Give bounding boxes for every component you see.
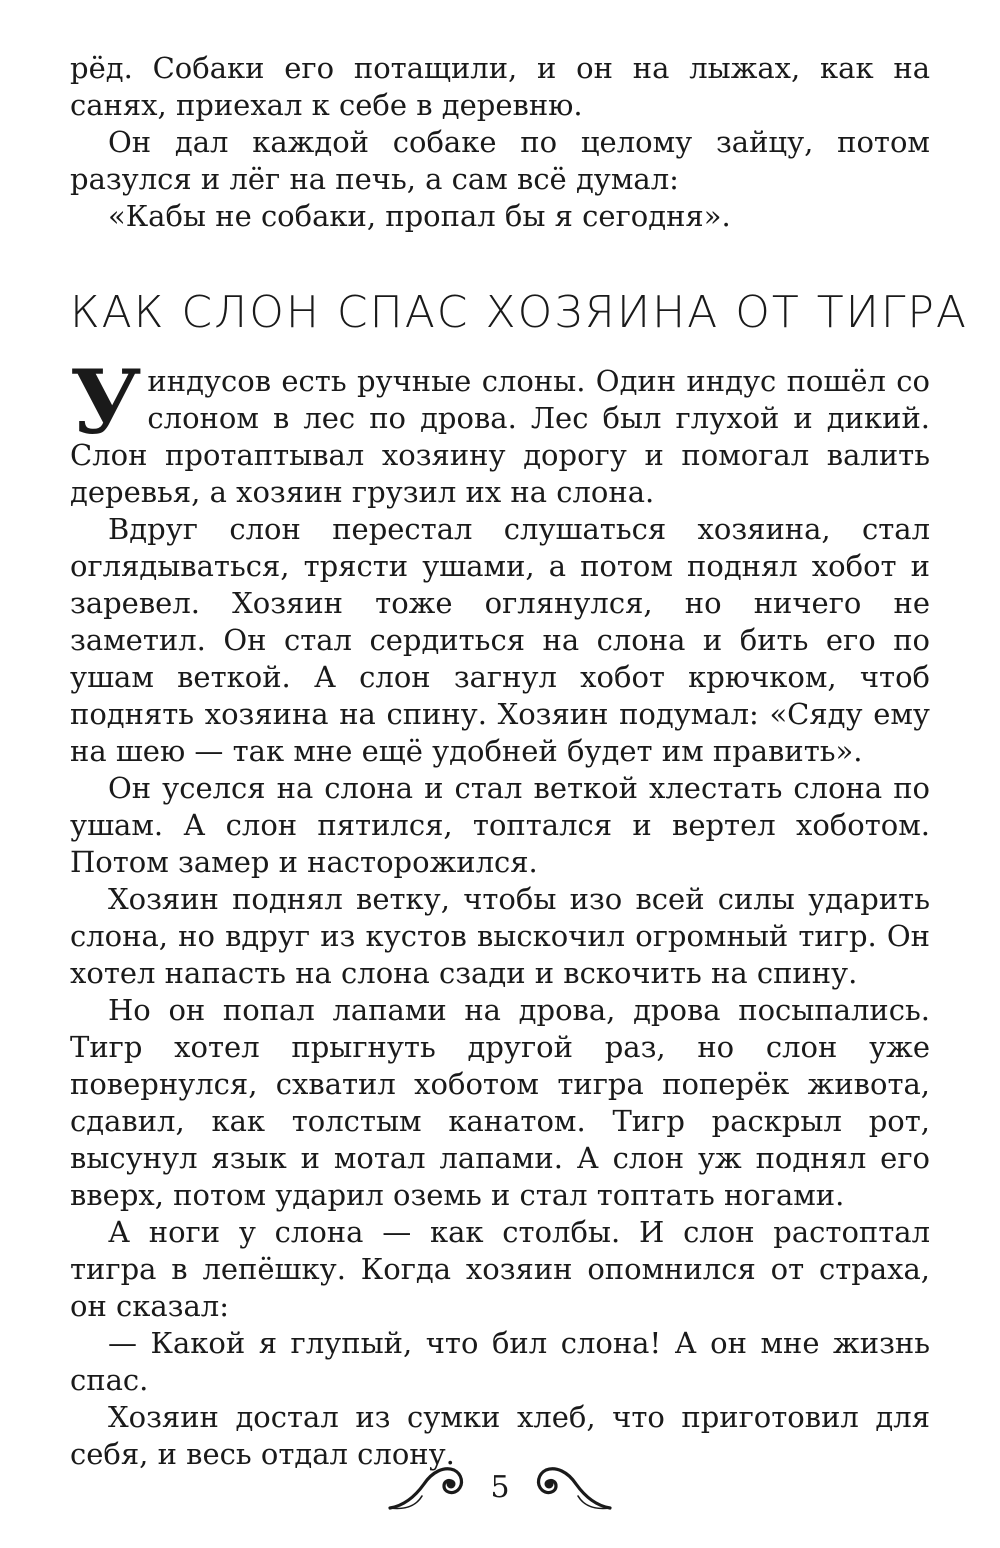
continuation-paragraph-3: «Кабы не собаки, пропал бы я сегодня». (108, 199, 731, 233)
first-paragraph-text: индусов есть ручные слоны. Один индус пошёл со слоном в лес по дрова. Лес был глухой и дикий. Слон протаптывал хозяину дорогу и помогал валить деревья, а хозяин грузил их на слона. (70, 364, 930, 509)
story-paragraph-8: Хозяин достал из сумки хлеб, что приготовил для себя, и весь отдал слону. (70, 1400, 930, 1471)
story-paragraph-6: А ноги у слона — как столбы. И слон растоптал тигра в лепёшку. Когда хозяин опомнился от страха, он сказал: (70, 1215, 930, 1323)
right-flourish-icon (522, 1462, 612, 1518)
page-number: 5 (490, 1470, 510, 1505)
story-paragraph-5: Но он попал лапами на дрова, дрова посыпались. Тигр хотел прыгнуть другой раз, но слон уже повернулся, схватил хоботом тигра поперёк живота, сдавил, как толстым канатом. Тигр раскрыл рот, высунул язык и мотал лапами. А слон уж поднял его вверх, потом ударил оземь и стал топтать ногами. (70, 993, 930, 1212)
story-title: КАК СЛОН СПАС ХОЗЯИНА ОТ ТИГРА (70, 287, 968, 338)
story-paragraph-3: Он уселся на слона и стал веткой хлестать слона по ушам. А слон пятился, топтался и вертел хоботом. Потом замер и насторожился. (70, 771, 930, 879)
left-flourish-icon (388, 1462, 478, 1518)
story-first-paragraph (70, 350, 930, 511)
page-footer (0, 1462, 1000, 1522)
page-body (70, 50, 968, 1473)
story-paragraph-2: Вдруг слон перестал слушаться хозяина, стал оглядываться, трясти ушами, а потом поднял хобот и заревел. Хозяин тоже оглянулся, но ничего не заметил. Он стал сердиться на слона и бить его по ушам веткой. А слон загнул хобот крючком, чтоб поднять хозяина на спину. Хозяин подумал: «Сяду ему на шею — так мне ещё удобней будет им править». (70, 512, 930, 768)
continuation-paragraph-1: рёд. Собаки его потащили, и он на лыжах, как на санях, приехал к себе в деревню. (70, 51, 930, 122)
drop-cap: У (70, 350, 142, 454)
continuation-paragraph-2: Он дал каждой собаке по целому зайцу, потом разулся и лёг на печь, а сам всё думал: (70, 125, 930, 196)
story-paragraph-7: — Какой я глупый, что бил слона! А он мне жизнь спас. (70, 1326, 930, 1397)
story-paragraph-4: Хозяин поднял ветку, чтобы изо всей силы ударить слона, но вдруг из кустов выскочил огромный тигр. Он хотел напасть на слона сзади и вскочить на спину. (70, 882, 930, 990)
